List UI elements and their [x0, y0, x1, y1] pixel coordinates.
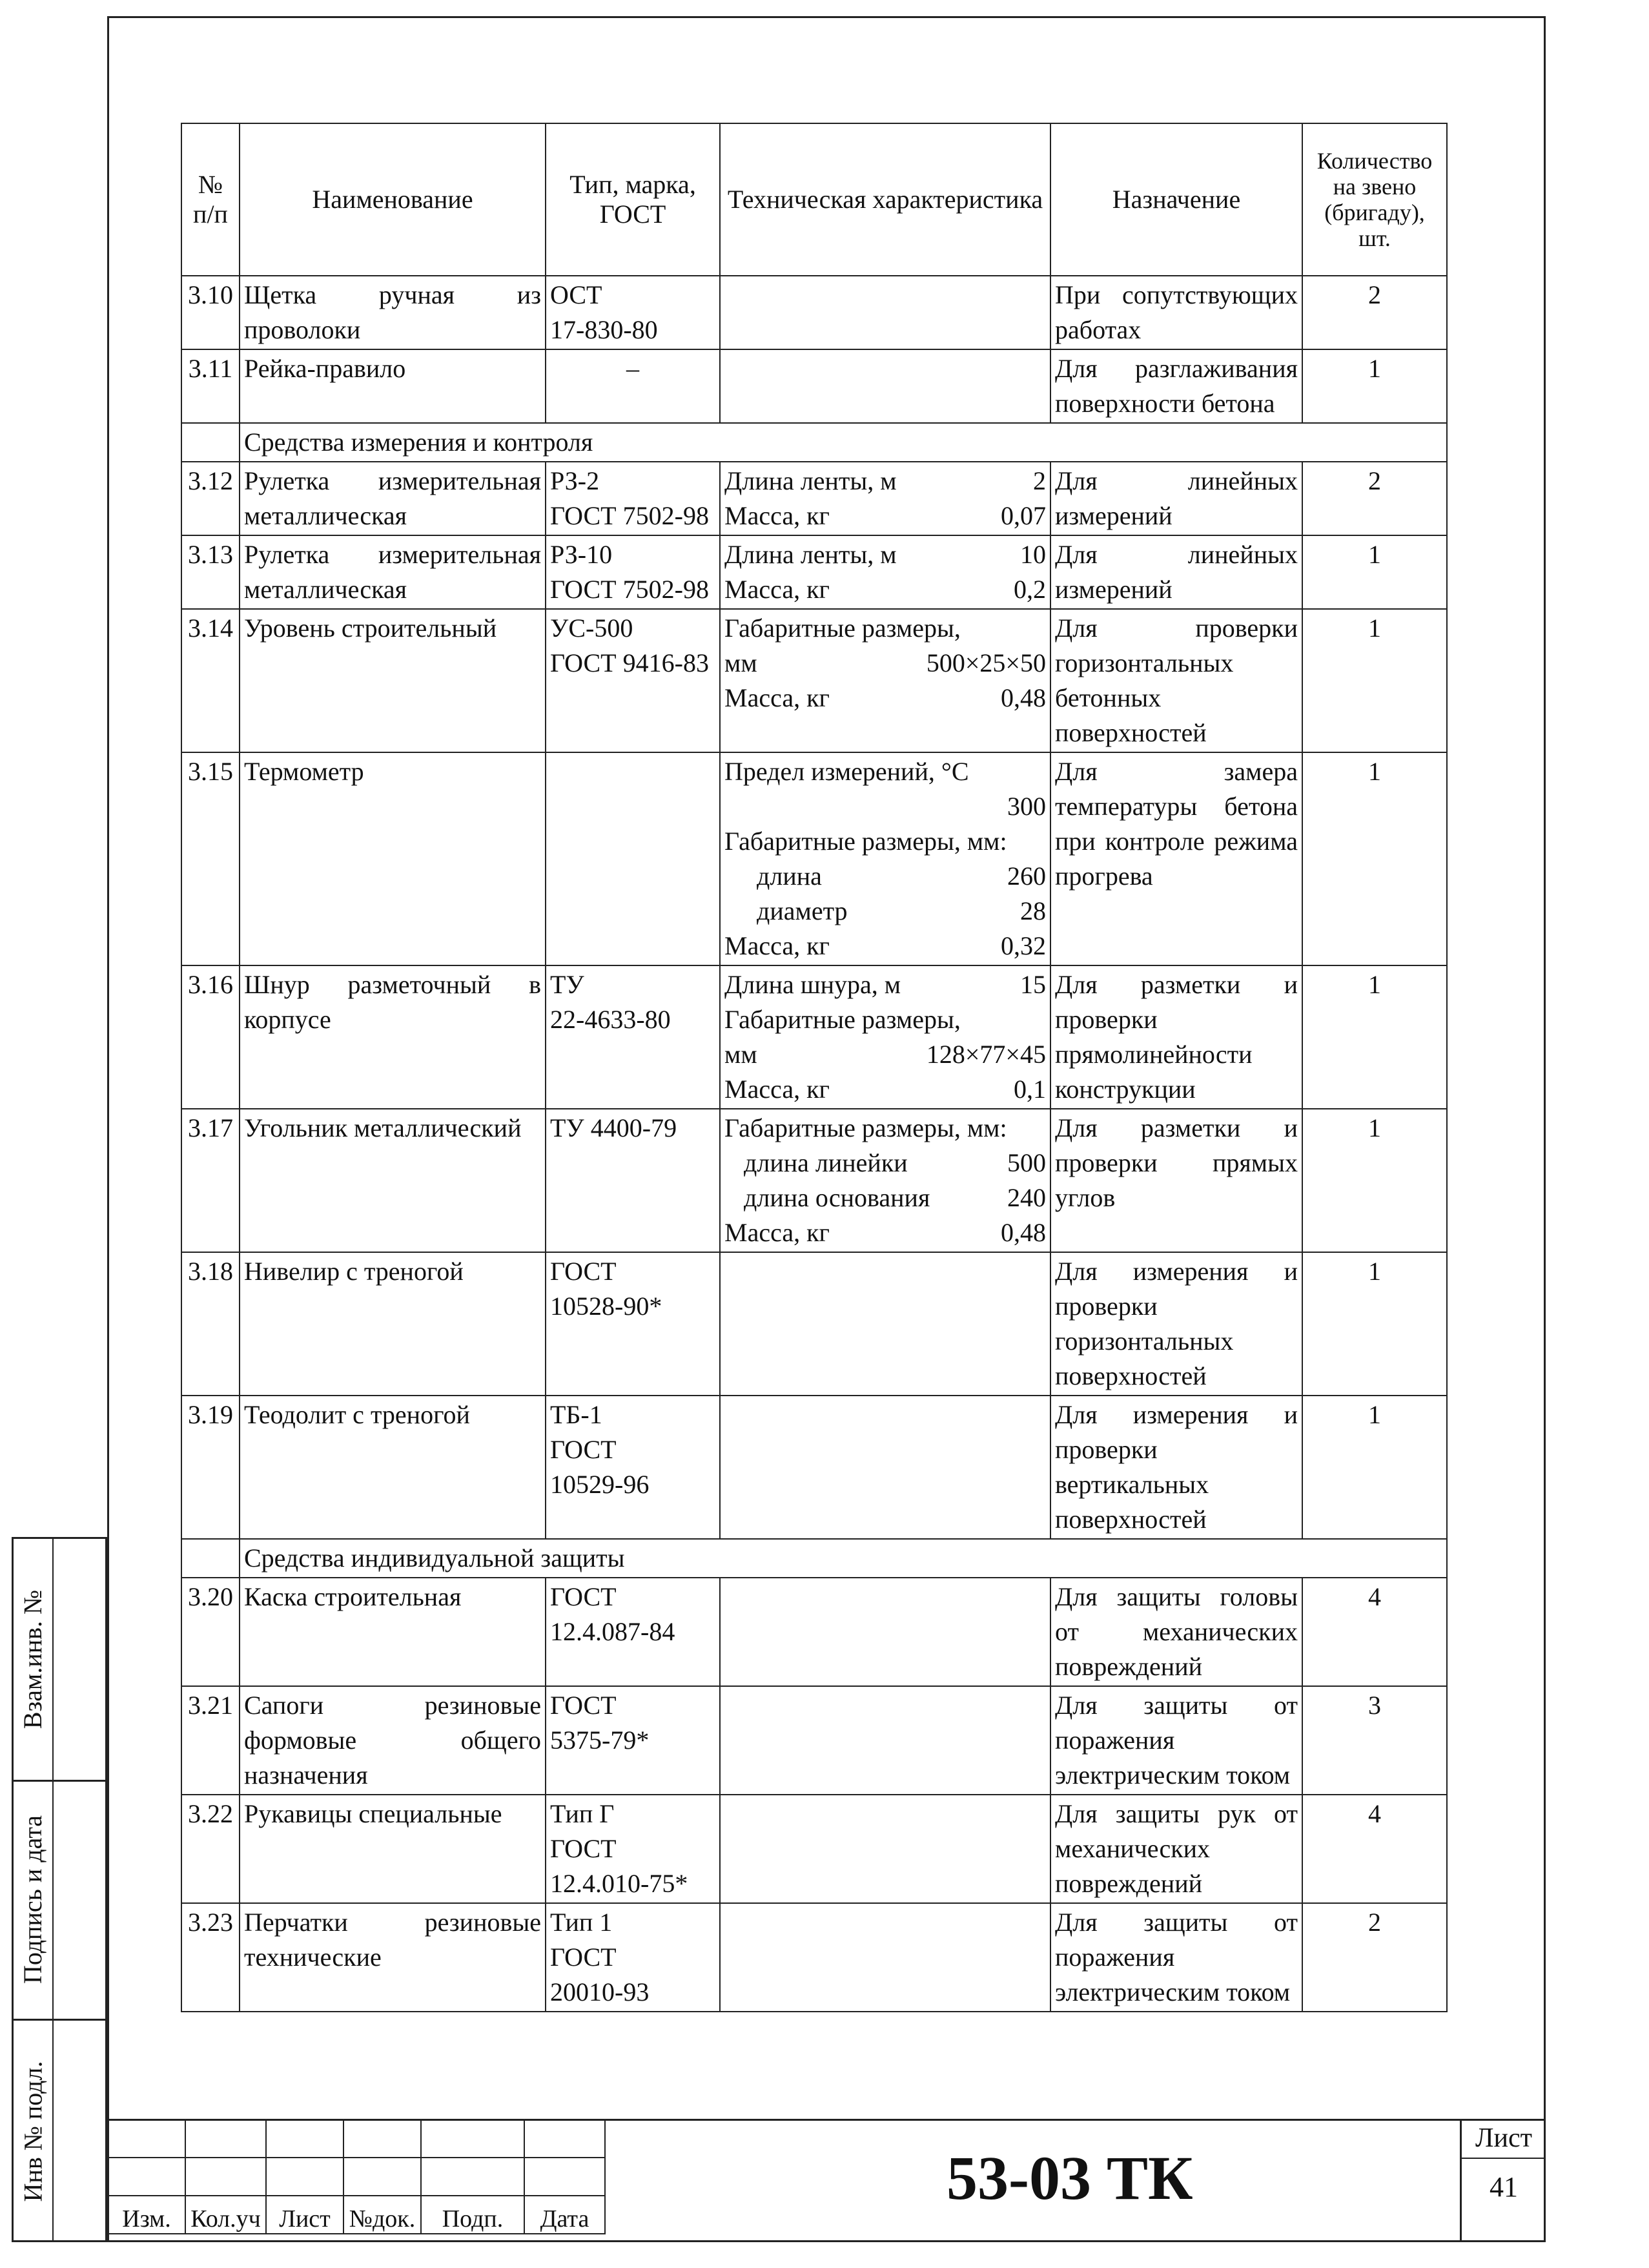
- tech-value: 0,48: [1001, 683, 1046, 712]
- table-row: [181, 535, 1447, 609]
- table-row: [181, 1252, 1447, 1396]
- row-tech: [720, 1795, 1050, 1903]
- row-name: Щетка ручная из проволоки: [240, 276, 546, 349]
- tech-value: 2: [1033, 466, 1046, 495]
- type-line: 17-830-80: [550, 315, 658, 344]
- row-purpose: Для разметки и проверки прямолинейности конструкции: [1050, 965, 1302, 1109]
- row-purpose: Для проверки горизонтальных бетонных поверхностей: [1050, 609, 1302, 752]
- tech-line: [724, 754, 1046, 789]
- header-type: Тип, марка, ГОСТ: [546, 123, 720, 276]
- tech-line: [724, 537, 1046, 572]
- table-row: [181, 1578, 1447, 1686]
- row-type: [546, 462, 720, 535]
- row-tech: [720, 752, 1050, 965]
- tech-param: Масса, кг: [724, 931, 830, 960]
- row-type: [546, 535, 720, 609]
- tech-param: Габаритные размеры,: [724, 1005, 961, 1034]
- row-number: 3.10: [181, 276, 240, 349]
- header-name: Наименование: [240, 123, 546, 276]
- row-name: Термометр: [240, 752, 546, 965]
- tech-value: 0,48: [1001, 1218, 1046, 1247]
- table-row: [181, 349, 1447, 423]
- type-line: 5375-79*: [550, 1726, 650, 1755]
- type-line: ТБ-1: [550, 1400, 602, 1429]
- row-purpose: Для линейных измерений: [1050, 535, 1302, 609]
- row-purpose: Для защиты от поражения электрическим током: [1050, 1686, 1302, 1795]
- type-line: 12.4.087-84: [550, 1617, 675, 1646]
- type-line: 10528-90*: [550, 1292, 662, 1321]
- row-name: Нивелир с треногой: [240, 1252, 546, 1396]
- title-block-label: Дата: [524, 2196, 605, 2234]
- equipment-table: [181, 123, 1448, 2012]
- row-tech: [720, 1109, 1050, 1252]
- section-title: Средства измерения и контроля: [240, 423, 1447, 462]
- row-type: [546, 752, 720, 965]
- header-purpose: Назначение: [1050, 123, 1302, 276]
- row-type: [546, 1109, 720, 1252]
- tech-param: Габаритные размеры, мм:: [724, 1113, 1007, 1142]
- row-number: 3.20: [181, 1578, 240, 1686]
- row-qty: 4: [1302, 1578, 1447, 1686]
- tech-param: Масса, кг: [724, 1218, 830, 1247]
- row-type: [546, 1795, 720, 1903]
- type-line: –: [626, 354, 639, 383]
- row-tech: [720, 965, 1050, 1109]
- row-purpose: Для разглаживания поверхности бетона: [1050, 349, 1302, 423]
- row-name: Рулетка измерительная металлическая: [240, 535, 546, 609]
- tech-value: 0,32: [1001, 931, 1046, 960]
- row-purpose: При сопутствующих работах: [1050, 276, 1302, 349]
- tech-param: Предел измерений, °С: [724, 757, 969, 786]
- tech-line: [724, 1037, 1046, 1072]
- row-tech: [720, 349, 1050, 423]
- type-line: ГОСТ: [550, 1691, 617, 1720]
- tech-line: [724, 499, 1046, 533]
- header-num: № п/п: [181, 123, 240, 276]
- tech-value: 10: [1020, 540, 1046, 569]
- row-name: Рейка-правило: [240, 349, 546, 423]
- row-number: 3.11: [181, 349, 240, 423]
- stamp-podpis: Подпись и дата: [18, 1815, 48, 1984]
- row-qty: 2: [1302, 276, 1447, 349]
- tech-value: 300: [1007, 792, 1046, 821]
- tech-value: 128×77×45: [926, 1040, 1046, 1069]
- tech-line: [724, 646, 1046, 681]
- row-type: [546, 276, 720, 349]
- type-line: РЗ-2: [550, 466, 600, 495]
- tech-param: Масса, кг: [724, 501, 830, 530]
- row-tech: [720, 1252, 1050, 1396]
- row-number: 3.18: [181, 1252, 240, 1396]
- row-type: [546, 1686, 720, 1795]
- document-code: 53-03 ТК: [947, 2143, 1193, 2212]
- row-name: Сапоги резиновые формовые общего назначения: [240, 1686, 546, 1795]
- row-purpose: Для замера температуры бетона при контроле режима прогрева: [1050, 752, 1302, 965]
- row-tech: [720, 1578, 1050, 1686]
- row-number: 3.17: [181, 1109, 240, 1252]
- tech-param: Масса, кг: [724, 683, 830, 712]
- row-qty: 1: [1302, 535, 1447, 609]
- tech-line: [724, 967, 1046, 1002]
- type-line: ГОСТ: [550, 1435, 617, 1464]
- row-tech: [720, 276, 1050, 349]
- row-purpose: Для защиты от поражения электрическим током: [1050, 1903, 1302, 2012]
- row-qty: 4: [1302, 1795, 1447, 1903]
- stamp-vzam: Взам.инв. №: [18, 1589, 48, 1729]
- row-qty: 1: [1302, 965, 1447, 1109]
- tech-param: Длина ленты, м: [724, 540, 897, 569]
- table-row: [181, 752, 1447, 965]
- title-block-label: Кол.уч: [185, 2196, 266, 2234]
- type-line: ГОСТ 9416-83: [550, 648, 709, 677]
- row-qty: 3: [1302, 1686, 1447, 1795]
- table-body: [181, 276, 1447, 2012]
- row-name: Каска строительная: [240, 1578, 546, 1686]
- tech-param: мм: [724, 1040, 757, 1069]
- title-block-label: Подп.: [421, 2196, 524, 2234]
- title-block-label: №док.: [343, 2196, 421, 2234]
- row-qty: 1: [1302, 752, 1447, 965]
- row-type: [546, 1396, 720, 1539]
- tech-value: 500×25×50: [926, 648, 1046, 677]
- row-purpose: Для измерения и проверки горизонтальных поверхностей: [1050, 1252, 1302, 1396]
- title-block-label: Изм.: [108, 2196, 185, 2234]
- tech-line: [724, 1146, 1046, 1180]
- tech-line: [724, 1072, 1046, 1107]
- tech-param: Габаритные размеры,: [724, 613, 961, 643]
- section-title: Средства индивидуальной защиты: [240, 1539, 1447, 1578]
- row-number: 3.23: [181, 1903, 240, 2012]
- type-line: ГОСТ: [550, 1257, 617, 1286]
- tech-line: [724, 1002, 1046, 1037]
- row-number: 3.16: [181, 965, 240, 1109]
- row-tech: [720, 1903, 1050, 2012]
- type-line: Тип 1: [550, 1908, 613, 1937]
- table-header-row: [181, 123, 1447, 276]
- type-line: 20010-93: [550, 1977, 650, 2006]
- row-number: 3.14: [181, 609, 240, 752]
- row-name: Уровень строительный: [240, 609, 546, 752]
- row-qty: 2: [1302, 462, 1447, 535]
- row-purpose: Для линейных измерений: [1050, 462, 1302, 535]
- table-row: [181, 462, 1447, 535]
- row-qty: 2: [1302, 1903, 1447, 2012]
- row-number: 3.12: [181, 462, 240, 535]
- tech-line: [724, 1180, 1046, 1215]
- table-row: [181, 1686, 1447, 1795]
- row-number: 3.15: [181, 752, 240, 965]
- sheet-number: 41: [1490, 2171, 1518, 2203]
- tech-param: мм: [724, 648, 757, 677]
- type-line: 12.4.010-75*: [550, 1869, 688, 1898]
- type-line: 10529-96: [550, 1470, 650, 1499]
- title-block: [107, 2119, 1546, 2242]
- type-line: 22-4633-80: [550, 1005, 671, 1034]
- tech-param: Масса, кг: [724, 575, 830, 604]
- header-qty: Количество на звено (бригаду), шт.: [1302, 123, 1447, 276]
- tech-param: Масса, кг: [724, 1075, 830, 1104]
- row-purpose: Для измерения и проверки вертикальных поверхностей: [1050, 1396, 1302, 1539]
- type-line: ГОСТ 7502-98: [550, 501, 709, 530]
- tech-value: 240: [1007, 1183, 1046, 1212]
- table-row: [181, 1396, 1447, 1539]
- sheet-label: Лист: [1462, 2119, 1546, 2159]
- side-stamp: [12, 1537, 107, 2242]
- tech-param: Габаритные размеры, мм:: [724, 827, 1007, 856]
- tech-line: [724, 611, 1046, 646]
- tech-line: [724, 464, 1046, 499]
- tech-line: [724, 572, 1046, 607]
- header-tech: Техническая характеристика: [720, 123, 1050, 276]
- row-tech: [720, 609, 1050, 752]
- row-name: Угольник металлический: [240, 1109, 546, 1252]
- tech-line: [724, 1111, 1046, 1146]
- type-line: УС-500: [550, 613, 633, 643]
- tech-value: 28: [1020, 896, 1046, 925]
- row-number: 3.22: [181, 1795, 240, 1903]
- table-row: [181, 609, 1447, 752]
- type-line: РЗ-10: [550, 540, 613, 569]
- row-qty: 1: [1302, 1252, 1447, 1396]
- tech-param: Длина ленты, м: [724, 466, 897, 495]
- row-name: Рукавицы специальные: [240, 1795, 546, 1903]
- tech-line: [724, 859, 1046, 894]
- revision-grid: [107, 2119, 606, 2234]
- row-type: [546, 349, 720, 423]
- tech-value: 260: [1007, 861, 1046, 891]
- tech-param: длина линейки: [744, 1148, 908, 1177]
- section-row: [181, 423, 1447, 462]
- row-qty: 1: [1302, 349, 1447, 423]
- row-name: Шнур разметочный в корпусе: [240, 965, 546, 1109]
- type-line: ГОСТ 7502-98: [550, 575, 709, 604]
- row-tech: [720, 1686, 1050, 1795]
- type-line: ГОСТ: [550, 1582, 617, 1611]
- tech-line: [724, 929, 1046, 964]
- type-line: ТУ: [550, 970, 584, 999]
- row-qty: 1: [1302, 1109, 1447, 1252]
- table-row: [181, 1795, 1447, 1903]
- row-name: Теодолит с треногой: [240, 1396, 546, 1539]
- title-block-label: Лист: [266, 2196, 343, 2234]
- tech-line: [724, 1215, 1046, 1250]
- row-qty: 1: [1302, 609, 1447, 752]
- row-type: [546, 609, 720, 752]
- type-line: ТУ 4400-79: [550, 1113, 677, 1142]
- tech-value: 15: [1020, 970, 1046, 999]
- tech-value: 0,1: [1014, 1075, 1046, 1104]
- tech-line: [724, 789, 1046, 824]
- row-type: [546, 965, 720, 1109]
- tech-param: длина: [757, 861, 822, 891]
- row-tech: [720, 462, 1050, 535]
- row-type: [546, 1903, 720, 2012]
- tech-param: Длина шнура, м: [724, 970, 901, 999]
- row-number: 3.21: [181, 1686, 240, 1795]
- row-number: 3.19: [181, 1396, 240, 1539]
- row-type: [546, 1578, 720, 1686]
- tech-param: длина основания: [744, 1183, 930, 1212]
- table-row: [181, 1109, 1447, 1252]
- tech-line: [724, 824, 1046, 859]
- row-tech: [720, 535, 1050, 609]
- row-qty: 1: [1302, 1396, 1447, 1539]
- type-line: Тип Г: [550, 1799, 615, 1828]
- row-tech: [720, 1396, 1050, 1539]
- tech-line: [724, 681, 1046, 716]
- sheet-box: [1460, 2119, 1546, 2242]
- tech-value: 0,07: [1001, 501, 1046, 530]
- tech-line: [724, 894, 1046, 929]
- row-name: Перчатки резиновые технические: [240, 1903, 546, 2012]
- table-row: [181, 1903, 1447, 2012]
- type-line: ОСТ: [550, 280, 602, 309]
- table-row: [181, 965, 1447, 1109]
- row-purpose: Для защиты головы от механических повреждений: [1050, 1578, 1302, 1686]
- row-name: Рулетка измерительная металлическая: [240, 462, 546, 535]
- tech-value: 500: [1007, 1148, 1046, 1177]
- row-purpose: Для защиты рук от механических повреждений: [1050, 1795, 1302, 1903]
- type-line: ГОСТ: [550, 1943, 617, 1972]
- type-line: ГОСТ: [550, 1834, 617, 1863]
- row-purpose: Для разметки и проверки прямых углов: [1050, 1109, 1302, 1252]
- stamp-inv: Инв № подл.: [18, 2061, 48, 2202]
- section-row: [181, 1539, 1447, 1578]
- row-type: [546, 1252, 720, 1396]
- row-number: 3.13: [181, 535, 240, 609]
- table-row: [181, 276, 1447, 349]
- tech-value: 0,2: [1014, 575, 1046, 604]
- tech-param: диаметр: [757, 896, 848, 925]
